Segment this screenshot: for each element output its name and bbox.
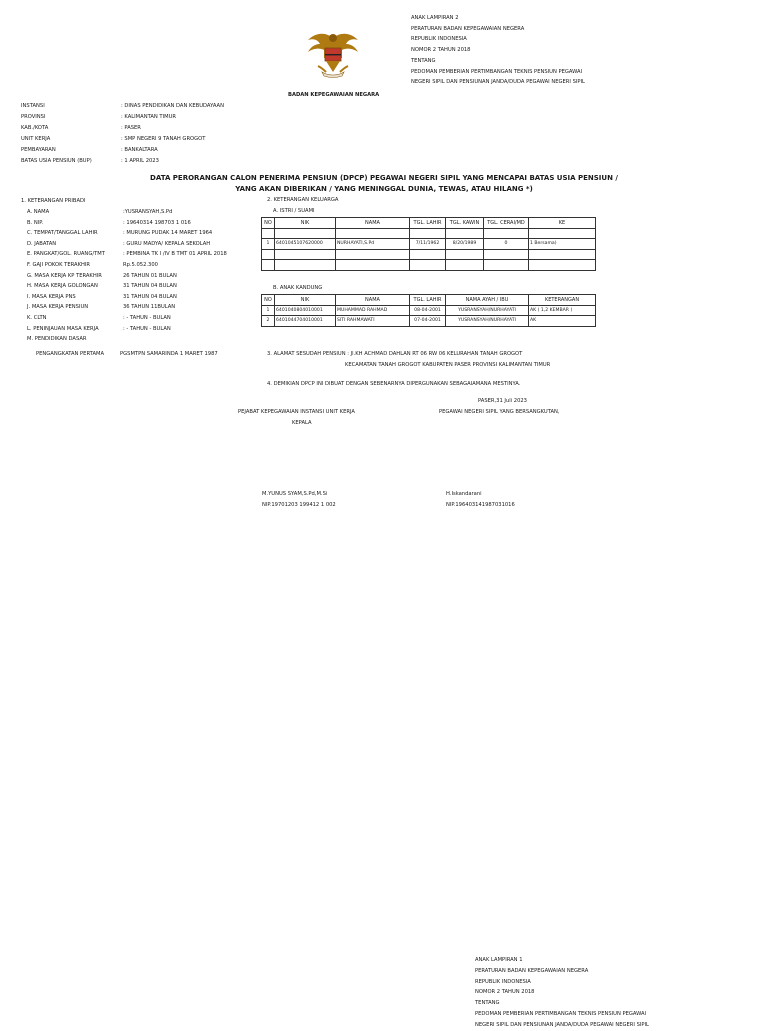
table-cell — [484, 249, 529, 260]
table-cell — [529, 228, 596, 239]
info-value: : SMP NEGERI 9 TANAH GROGOT — [121, 136, 206, 142]
personal-label: B. NIP. — [27, 219, 44, 226]
table-cell — [446, 260, 484, 271]
personal-label: E. PANGKAT/GOL. RUANG/TMT — [27, 251, 105, 258]
footer-reference — [475, 955, 649, 1031]
table-row — [262, 260, 596, 271]
table-cell — [336, 249, 410, 260]
garuda-emblem-icon — [304, 28, 362, 82]
column-header: TGL. LAHIR — [410, 218, 446, 229]
header-line: ANAK LAMPIRAN 2 — [411, 15, 459, 21]
column-header: NAMA — [336, 295, 410, 306]
info-value: : BANKALTARA — [121, 147, 158, 153]
official-name: M.YUNUS SYAM,S.Pd,M.Si — [262, 491, 328, 497]
column-header: KE — [529, 218, 596, 229]
info-label: PROVINSI — [21, 114, 46, 120]
info-label: BATAS USIA PENSIUN (BUP) — [21, 158, 92, 164]
table-cell: 6401040804010001 — [275, 305, 336, 316]
info-row — [21, 101, 224, 112]
footer-line: ANAK LAMPIRAN 1 — [475, 957, 523, 963]
personal-row — [27, 334, 87, 345]
personal-row — [27, 218, 191, 229]
table-row — [262, 249, 596, 260]
table-cell — [410, 228, 446, 239]
table-cell — [262, 228, 275, 239]
personal-row — [27, 271, 177, 282]
table-row — [262, 239, 596, 250]
personal-label: L. PENINJAUAN MASA KERJA — [27, 325, 99, 332]
table-cell: 2 — [262, 316, 275, 327]
table-cell: SITI RAHMAWATI — [336, 316, 410, 327]
personal-value: : MURUNG PUDAK 14 MARET 1964 — [123, 230, 213, 237]
info-row — [21, 123, 141, 134]
personal-row — [27, 239, 211, 250]
column-header: TGL. LAHIR — [410, 295, 446, 306]
table-cell — [529, 249, 596, 260]
personal-label: D. JABATAN — [27, 240, 57, 247]
employee-nip: NIP.196403141987031016 — [446, 502, 515, 508]
pengangkatan-label: PENGANGKATAN PERTAMA — [36, 351, 105, 357]
column-header: KETERANGAN — [529, 295, 596, 306]
table-cell: AK ( 1,2 KEMBAR ) — [529, 305, 596, 316]
employee-title: PEGAWAI NEGERI SIPIL YANG BERSANGKUTAN, — [439, 409, 560, 415]
table-row — [262, 316, 596, 327]
spouse-heading: A. ISTRI / SUAMI — [273, 208, 315, 214]
personal-value: 36 TAHUN 11BULAN — [123, 304, 176, 311]
table-cell: MUHAMMAD RAHMAD — [336, 305, 410, 316]
footer-line: NOMOR 2 TAHUN 2018 — [475, 989, 535, 996]
pengangkatan-value: PGSMTPN SAMARINDA 1 MARET 1987 — [120, 351, 218, 357]
info-label: KAB./KOTA — [21, 125, 49, 131]
personal-label: C. TEMPAT/TANGGAL LAHIR — [27, 230, 98, 237]
info-row — [21, 156, 159, 167]
table-cell — [336, 260, 410, 271]
column-header: NAMA AYAH / IBU — [446, 295, 529, 306]
title-line: DATA PERORANGAN CALON PENERIMA PENSIUN (DPCP) PEGAWAI NEGERI SIPIL YANG MENCAPAI BATAS USIA PENSIUN / — [150, 174, 618, 182]
personal-value: :YUSRANSYAH,S.Pd — [123, 209, 173, 215]
footer-line: PEDOMAN PEMBERIAN PERTIMBANGAN TEKNIS PENSIUN PEGAWAI — [475, 1010, 647, 1017]
spouse-table — [261, 217, 596, 271]
personal-row — [27, 313, 171, 324]
address-line: 3. ALAMAT SESUDAH PENSIUN : Jl.KH ACHMAD DAHLAN RT 06 RW 06 KELURAHAN TANAH GROGOT — [267, 351, 523, 357]
table-cell: 7/11/1962 — [410, 239, 446, 250]
info-row — [21, 134, 206, 145]
footer-line: NEGERI SIPIL DAN PENSIUNAN JANDA/DUDA PEGAWAI NEGERI SIPIL — [475, 1021, 649, 1028]
table-cell — [529, 260, 596, 271]
institution-info — [21, 101, 281, 167]
personal-label: M. PENDIDIKAN DASAR — [27, 336, 87, 343]
personal-label: A. NAMA — [27, 209, 50, 215]
info-row — [21, 112, 176, 123]
place-date: PASER,31 Juli 2023 — [478, 398, 527, 404]
employee-name: H.Iskandarani — [446, 491, 482, 497]
personal-row — [27, 281, 177, 292]
title-line: YANG AKAN DIBERIKAN / YANG MENINGGAL DUNIA, TEWAS, ATAU HILANG *) — [235, 185, 533, 193]
address-line: KECAMATAN TANAH GROGOT KABUPATEN PASER PROVINSI KALIMANTAN TIMUR — [345, 362, 551, 368]
children-table — [261, 294, 596, 327]
column-header: NIK — [275, 218, 336, 229]
table-cell — [484, 228, 529, 239]
table-cell: 1 — [262, 239, 275, 250]
personal-value: : PEMBINA TK I /IV B TMT 01 APRIL 2018 — [123, 251, 227, 258]
table-cell — [446, 249, 484, 260]
column-header: NAMA — [336, 218, 410, 229]
personal-label: G. MASA KERJA KP TERAKHIR — [27, 272, 102, 279]
agency-name: BADAN KEPEGAWAIAN NEGARA — [288, 92, 380, 98]
table-cell: NURHAYATI,S.Pd — [336, 239, 410, 250]
header-line: NEGERI SIPIL DAN PENSIUNAN JANDA/DUDA PEGAWAI NEGERI SIPIL — [411, 79, 585, 86]
personal-row — [27, 302, 176, 313]
header-line: PERATURAN BADAN KEPEGAWAIAN NEGERA — [411, 25, 525, 32]
personal-value: : GURU MADYA/ KEPALA SEKOLAH — [123, 240, 211, 247]
personal-value: 31 TAHUN 04 BULAN — [123, 293, 177, 300]
document-title — [0, 173, 768, 195]
header-line: REPUBLIK INDONESIA — [411, 36, 467, 43]
table-header-row — [262, 295, 596, 306]
info-value: : KALIMANTAN TIMUR — [121, 114, 176, 120]
personal-value: : 19640314 198703 1 016 — [123, 219, 191, 226]
section-heading: 1. KETERANGAN PRIBADI — [21, 198, 86, 204]
table-cell: 6401045107620000 — [275, 239, 336, 250]
personal-value: 26 TAHUN 01 BULAN — [123, 272, 177, 279]
pengangkatan-row — [36, 349, 218, 360]
table-cell: 1 Bersama) — [529, 239, 596, 250]
info-value: : 1 APRIL 2023 — [121, 158, 159, 164]
personal-row — [27, 207, 173, 218]
table-cell — [336, 228, 410, 239]
personal-row — [27, 292, 177, 303]
personal-label: H. MASA KERJA GOLONGAN — [27, 283, 98, 290]
table-cell — [275, 228, 336, 239]
personal-label: I. MASA KERJA PNS — [27, 293, 76, 300]
table-cell: YUSRANSYAH/NURHAYATI — [446, 305, 529, 316]
table-cell: AK — [529, 316, 596, 327]
info-value: : PASER — [121, 125, 141, 131]
personal-label: F. GAJI POKOK TERAKHIR — [27, 262, 91, 268]
info-label: UNIT KERJA — [21, 136, 51, 142]
info-value: : DINAS PENDIDIKAN DAN KEBUDAYAAN — [121, 103, 224, 109]
personal-row — [27, 228, 213, 239]
header-line: TENTANG — [411, 57, 436, 64]
table-cell: 08-04-2001 — [410, 305, 446, 316]
personal-value: Rp.5.052.300 — [123, 262, 158, 268]
table-cell — [275, 260, 336, 271]
column-header: NO — [262, 218, 275, 229]
official-title: PEJABAT KEPEGAWAIAN INSTANSI UNIT KERJA — [238, 409, 355, 415]
info-label: PEMBAYARAN — [21, 147, 56, 153]
personal-info-section — [21, 196, 261, 366]
header-line: NOMOR 2 TAHUN 2018 — [411, 47, 471, 54]
table-cell: 8/20/1989 — [446, 239, 484, 250]
personal-value: : - TAHUN - BULAN — [123, 315, 171, 321]
table-cell — [484, 260, 529, 271]
table-cell: 07-04-2001 — [410, 316, 446, 327]
table-cell: 1 — [262, 305, 275, 316]
column-header: NO — [262, 295, 275, 306]
personal-value: 31 TAHUN 04 BULAN — [123, 283, 177, 290]
table-cell: YUSRANSYAH/NURHAYATI — [446, 316, 529, 327]
table-cell — [275, 249, 336, 260]
official-subtitle: KEPALA — [292, 420, 312, 426]
table-cell — [446, 228, 484, 239]
table-header-row — [262, 218, 596, 229]
table-row — [262, 305, 596, 316]
info-row — [21, 145, 158, 156]
table-cell — [262, 260, 275, 271]
header-reference — [411, 13, 585, 88]
column-header: TGL. KAWIN — [446, 218, 484, 229]
personal-label: J. MASA KERJA PENSIUN — [27, 304, 89, 311]
statement-line: 4. DEMIKIAN DPCP INI DIBUAT DENGAN SEBENARNYA DIPERGUNAKAN SEBAGAIAMANA MESTINYA. — [267, 381, 521, 387]
table-cell — [410, 260, 446, 271]
header-line: PEDOMAN PEMBERIAN PERTIMBANGAN TEKNIS PENSIUN PEGAWAI — [411, 68, 583, 75]
family-heading: 2. KETERANGAN KELUARGA — [267, 197, 339, 203]
personal-label: K. CLTN — [27, 315, 47, 321]
personal-row — [27, 249, 227, 260]
table-cell — [262, 249, 275, 260]
footer-line: TENTANG — [475, 1000, 500, 1007]
personal-value: : - TAHUN - BULAN — [123, 325, 171, 332]
personal-row — [27, 260, 158, 271]
column-header: TGL. CERAI/MD — [484, 218, 529, 229]
table-cell: 0 — [484, 239, 529, 250]
info-label: INSTANSI — [21, 103, 45, 109]
table-cell: 6401044704010001 — [275, 316, 336, 327]
personal-row — [27, 324, 171, 335]
footer-line: REPUBLIK INDONESIA — [475, 978, 531, 985]
official-nip: NIP.19701203 199412 1 002 — [262, 502, 336, 508]
children-heading: B. ANAK KANDUNG — [273, 285, 323, 291]
column-header: NIK — [275, 295, 336, 306]
table-cell — [410, 249, 446, 260]
table-row — [262, 228, 596, 239]
footer-line: PERATURAN BADAN KEPEGAWAIAN NEGERA — [475, 967, 589, 974]
